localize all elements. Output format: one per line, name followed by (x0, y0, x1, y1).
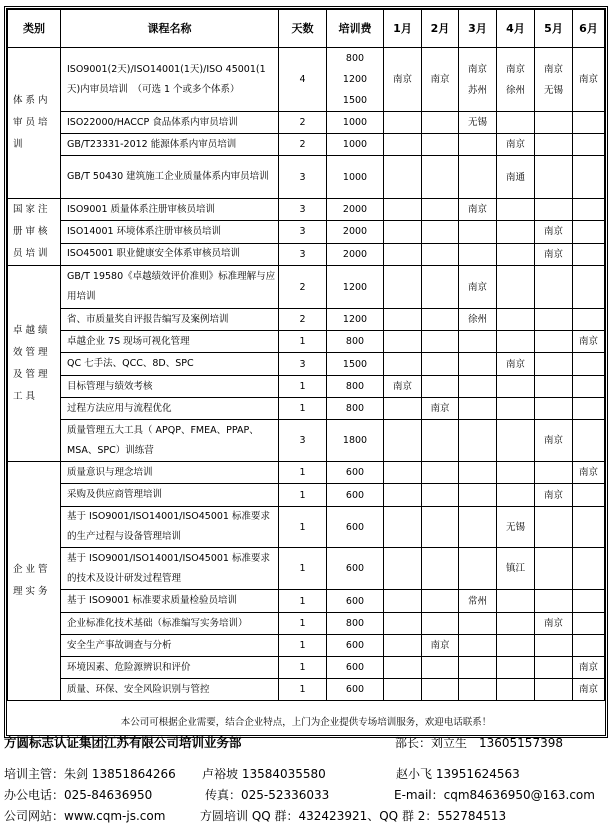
course-name: 质量、环保、安全风险识别与管控 (61, 679, 279, 701)
fee-cell: 2000 (327, 221, 384, 243)
days-cell: 1 (279, 462, 327, 484)
month-4-location: 南通 (497, 156, 535, 199)
month-4-location (497, 635, 535, 657)
month-3-location (459, 420, 497, 462)
month-4-location (497, 376, 535, 398)
month-1-location (384, 613, 422, 635)
fee-cell: 1000 (327, 156, 384, 199)
month-3-location (459, 221, 497, 243)
month-4-location (497, 679, 535, 701)
month-6-location (573, 221, 605, 243)
fee-cell: 600 (327, 484, 384, 507)
month-1-location (384, 353, 422, 376)
month-1-location (384, 221, 422, 243)
fax: 传真：025-52336033 (205, 788, 330, 802)
course-row (8, 134, 605, 156)
month-5-location: 南京 (535, 420, 573, 462)
month-5-location (535, 657, 573, 679)
fee-cell: 600 (327, 635, 384, 657)
month-6-location (573, 376, 605, 398)
days-cell: 1 (279, 331, 327, 353)
fee-cell: 600 (327, 657, 384, 679)
course-row (8, 398, 605, 420)
days-cell: 1 (279, 613, 327, 635)
month-6-location (573, 199, 605, 221)
month-3-location (459, 548, 497, 590)
month-5-location: 南京 无锡 (535, 48, 573, 112)
month-2-location (422, 134, 459, 156)
month-6-location (573, 266, 605, 309)
month-2-location (422, 376, 459, 398)
month-1-location (384, 657, 422, 679)
header-month-4: 4月 (497, 10, 535, 48)
month-5-location (535, 134, 573, 156)
month-6-location (573, 507, 605, 548)
month-3-location: 常州 (459, 590, 497, 613)
month-5-location (535, 462, 573, 484)
days-cell: 2 (279, 112, 327, 134)
days-cell: 3 (279, 199, 327, 221)
contact-lu: 卢裕坡 13584035580 (202, 767, 326, 781)
fee-cell: 800 1200 1500 (327, 48, 384, 112)
month-1-location: 南京 (384, 376, 422, 398)
days-cell: 1 (279, 657, 327, 679)
fee-cell: 800 (327, 376, 384, 398)
month-6-location: 南京 (573, 679, 605, 701)
month-6-location: 南京 (573, 462, 605, 484)
month-4-location (497, 420, 535, 462)
course-name: 基于 ISO9001/ISO14001/ISO45001 标准要求的生产过程与设备管理培训 (61, 507, 279, 548)
month-6-location: 南京 (573, 657, 605, 679)
month-2-location (422, 548, 459, 590)
header-days: 天数 (279, 10, 327, 48)
month-5-location (535, 199, 573, 221)
month-2-location (422, 590, 459, 613)
days-cell: 2 (279, 309, 327, 331)
month-5-location (535, 309, 573, 331)
days-cell: 3 (279, 156, 327, 199)
month-1-location (384, 309, 422, 331)
days-cell: 2 (279, 266, 327, 309)
month-3-location: 无锡 (459, 112, 497, 134)
website-link[interactable]: 公司网站：www.cqm-js.com (4, 809, 166, 823)
month-6-location (573, 635, 605, 657)
category-cell: 卓越绩效管理及管理工具 (8, 266, 61, 462)
month-1-location (384, 420, 422, 462)
month-5-location (535, 266, 573, 309)
course-row (8, 156, 605, 199)
category-cell: 国家注册审核员培训 (8, 199, 61, 266)
course-row (8, 243, 605, 265)
fee-cell: 600 (327, 507, 384, 548)
month-3-location: 南京 (459, 199, 497, 221)
course-name: 质量意识与理念培训 (61, 462, 279, 484)
course-name: 卓越企业 7S 现场可视化管理 (61, 331, 279, 353)
month-4-location (497, 243, 535, 265)
month-2-location (422, 420, 459, 462)
fee-cell: 1000 (327, 112, 384, 134)
month-6-location (573, 420, 605, 462)
days-cell: 1 (279, 484, 327, 507)
month-4-location (497, 331, 535, 353)
days-cell: 1 (279, 679, 327, 701)
qq-groups: 方圆培训 QQ 群：432423921、QQ 群 2：552784513 (200, 809, 507, 823)
fee-cell: 600 (327, 590, 384, 613)
course-row (8, 507, 605, 548)
fee-cell: 600 (327, 548, 384, 590)
month-2-location (422, 613, 459, 635)
month-6-location (573, 590, 605, 613)
course-name: ISO45001 职业健康安全体系审核员培训 (61, 243, 279, 265)
month-4-location (497, 657, 535, 679)
course-row (8, 420, 605, 462)
month-3-location (459, 635, 497, 657)
month-3-location: 南京 (459, 266, 497, 309)
month-1-location: 南京 (384, 48, 422, 112)
fee-cell: 800 (327, 331, 384, 353)
contact-zhao: 赵小飞 13951624563 (396, 767, 520, 781)
month-2-location (422, 353, 459, 376)
month-3-location (459, 657, 497, 679)
days-cell: 1 (279, 590, 327, 613)
course-row (8, 266, 605, 309)
month-3-location (459, 484, 497, 507)
header-row (8, 10, 605, 48)
month-3-location (459, 462, 497, 484)
month-5-location (535, 590, 573, 613)
fee-cell: 1200 (327, 309, 384, 331)
month-2-location (422, 462, 459, 484)
course-name: 企业标准化技术基础（标准编写实务培训） (61, 613, 279, 635)
month-6-location (573, 548, 605, 590)
course-row (8, 221, 605, 243)
course-row (8, 376, 605, 398)
course-row (8, 112, 605, 134)
director-contact: 部长：刘立生 13605157398 (395, 736, 563, 750)
course-name: ISO22000/HACCP 食品体系内审员培训 (61, 112, 279, 134)
month-3-location (459, 613, 497, 635)
header-month-2: 2月 (422, 10, 459, 48)
month-1-location (384, 331, 422, 353)
days-cell: 1 (279, 398, 327, 420)
month-5-location: 南京 (535, 243, 573, 265)
days-cell: 4 (279, 48, 327, 112)
days-cell: 3 (279, 353, 327, 376)
course-row (8, 548, 605, 590)
month-1-location (384, 635, 422, 657)
month-6-location (573, 156, 605, 199)
month-2-location (422, 331, 459, 353)
days-cell: 3 (279, 243, 327, 265)
course-row (8, 484, 605, 507)
days-cell: 3 (279, 420, 327, 462)
month-5-location (535, 353, 573, 376)
month-1-location (384, 243, 422, 265)
month-1-location (384, 484, 422, 507)
training-schedule-table-frame (4, 6, 608, 738)
month-2-location (422, 112, 459, 134)
month-3-location (459, 376, 497, 398)
course-row (8, 199, 605, 221)
month-6-location (573, 353, 605, 376)
month-6-location: 南京 (573, 48, 605, 112)
course-name: 安全生产事故调查与分析 (61, 635, 279, 657)
fee-cell: 1000 (327, 134, 384, 156)
month-4-location (497, 266, 535, 309)
month-6-location (573, 112, 605, 134)
course-name: GB/T 50430 建筑施工企业质量体系内审员培训 (61, 156, 279, 199)
month-5-location (535, 548, 573, 590)
course-name: 基于 ISO9001 标准要求质量检验员培训 (61, 590, 279, 613)
fee-cell: 800 (327, 613, 384, 635)
month-4-location (497, 221, 535, 243)
fee-cell: 2000 (327, 199, 384, 221)
month-2-location (422, 199, 459, 221)
month-6-location: 南京 (573, 331, 605, 353)
month-2-location (422, 309, 459, 331)
header-month-5: 5月 (535, 10, 573, 48)
course-row (8, 613, 605, 635)
month-5-location (535, 156, 573, 199)
course-name: QC 七手法、QCC、8D、SPC (61, 353, 279, 376)
month-3-location (459, 353, 497, 376)
month-2-location (422, 507, 459, 548)
course-name: 环境因素、危险源辨识和评价 (61, 657, 279, 679)
month-2-location (422, 156, 459, 199)
header-month-6: 6月 (573, 10, 605, 48)
month-3-location (459, 134, 497, 156)
course-name: 采购及供应商管理培训 (61, 484, 279, 507)
month-2-location (422, 679, 459, 701)
month-1-location (384, 462, 422, 484)
month-2-location (422, 243, 459, 265)
month-5-location (535, 679, 573, 701)
month-2-location (422, 657, 459, 679)
month-4-location (497, 199, 535, 221)
fee-cell: 1500 (327, 353, 384, 376)
month-2-location (422, 266, 459, 309)
month-4-location (497, 398, 535, 420)
training-schedule-table (7, 9, 605, 735)
month-5-location (535, 112, 573, 134)
service-note: 本公司可根据企业需要，结合企业特点，上门为企业提供专场培训服务，欢迎电话联系！ (8, 701, 605, 736)
fee-cell: 1200 (327, 266, 384, 309)
course-name: GB/T23331-2012 能源体系内审员培训 (61, 134, 279, 156)
month-4-location (497, 613, 535, 635)
header-month-3: 3月 (459, 10, 497, 48)
supervisor-contact: 培训主管：朱剑 13851864266 (4, 767, 176, 781)
month-3-location: 徐州 (459, 309, 497, 331)
email-link[interactable]: E-mail：cqm84636950@163.com (394, 788, 595, 802)
month-5-location (535, 331, 573, 353)
month-5-location (535, 398, 573, 420)
month-3-location (459, 331, 497, 353)
month-3-location: 南京 苏州 (459, 48, 497, 112)
header-month-1: 1月 (384, 10, 422, 48)
month-5-location (535, 507, 573, 548)
course-name: GB/T 19580《卓越绩效评价准则》标准理解与应用培训 (61, 266, 279, 309)
month-4-location: 南京 (497, 134, 535, 156)
month-1-location (384, 112, 422, 134)
company-name: 方圆标志认证集团江苏有限公司培训业务部 (4, 735, 242, 750)
course-row (8, 657, 605, 679)
month-1-location (384, 266, 422, 309)
month-1-location (384, 398, 422, 420)
course-row (8, 590, 605, 613)
month-6-location (573, 309, 605, 331)
fee-cell: 800 (327, 398, 384, 420)
fee-cell: 600 (327, 462, 384, 484)
days-cell: 1 (279, 635, 327, 657)
course-name: 目标管理与绩效考核 (61, 376, 279, 398)
fee-cell: 2000 (327, 243, 384, 265)
month-1-location (384, 156, 422, 199)
month-3-location (459, 156, 497, 199)
course-name: 质量管理五大工具（ APQP、FMEA、PPAP、MSA、SPC）训练营 (61, 420, 279, 462)
month-4-location (497, 112, 535, 134)
course-name: 省、市质量奖自评报告编写及案例培训 (61, 309, 279, 331)
month-1-location (384, 134, 422, 156)
month-4-location: 南京 徐州 (497, 48, 535, 112)
header-course-name: 课程名称 (61, 10, 279, 48)
month-6-location (573, 398, 605, 420)
days-cell: 1 (279, 507, 327, 548)
month-4-location: 镇江 (497, 548, 535, 590)
month-1-location (384, 548, 422, 590)
month-5-location: 南京 (535, 221, 573, 243)
course-name: 过程方法应用与流程优化 (61, 398, 279, 420)
days-cell: 2 (279, 134, 327, 156)
course-row (8, 48, 605, 112)
course-name: ISO9001(2天)/ISO14001(1天)/ISO 45001(1天)内审员培训 （可选 1 个或多个体系） (61, 48, 279, 112)
month-2-location (422, 484, 459, 507)
month-6-location (573, 613, 605, 635)
month-3-location (459, 243, 497, 265)
month-6-location (573, 243, 605, 265)
header-fee: 培训费 (327, 10, 384, 48)
category-cell: 体系内审员培训 (8, 48, 61, 199)
month-3-location (459, 398, 497, 420)
month-4-location: 南京 (497, 353, 535, 376)
course-name: 基于 ISO9001/ISO14001/ISO45001 标准要求的技术及设计研发过程管理 (61, 548, 279, 590)
month-1-location (384, 679, 422, 701)
office-phone: 办公电话：025-84636950 (4, 788, 153, 802)
month-4-location: 无锡 (497, 507, 535, 548)
month-2-location: 南京 (422, 398, 459, 420)
month-2-location: 南京 (422, 48, 459, 112)
month-2-location (422, 221, 459, 243)
month-3-location (459, 679, 497, 701)
month-5-location (535, 635, 573, 657)
month-4-location (497, 462, 535, 484)
course-row (8, 462, 605, 484)
course-row (8, 353, 605, 376)
course-name: ISO14001 环境体系注册审核员培训 (61, 221, 279, 243)
month-1-location (384, 199, 422, 221)
month-3-location (459, 507, 497, 548)
fee-cell: 600 (327, 679, 384, 701)
course-name: ISO9001 质量体系注册审核员培训 (61, 199, 279, 221)
month-5-location: 南京 (535, 613, 573, 635)
month-4-location (497, 309, 535, 331)
month-1-location (384, 590, 422, 613)
category-cell: 企业管理实务 (8, 462, 61, 701)
month-5-location: 南京 (535, 484, 573, 507)
course-row (8, 309, 605, 331)
days-cell: 1 (279, 548, 327, 590)
month-5-location (535, 376, 573, 398)
month-2-location: 南京 (422, 635, 459, 657)
month-6-location (573, 134, 605, 156)
course-row (8, 635, 605, 657)
month-6-location (573, 484, 605, 507)
days-cell: 3 (279, 221, 327, 243)
fee-cell: 1800 (327, 420, 384, 462)
month-4-location (497, 590, 535, 613)
course-row (8, 331, 605, 353)
month-1-location (384, 507, 422, 548)
course-row (8, 679, 605, 701)
days-cell: 1 (279, 376, 327, 398)
month-4-location (497, 484, 535, 507)
header-category: 类别 (8, 10, 61, 48)
